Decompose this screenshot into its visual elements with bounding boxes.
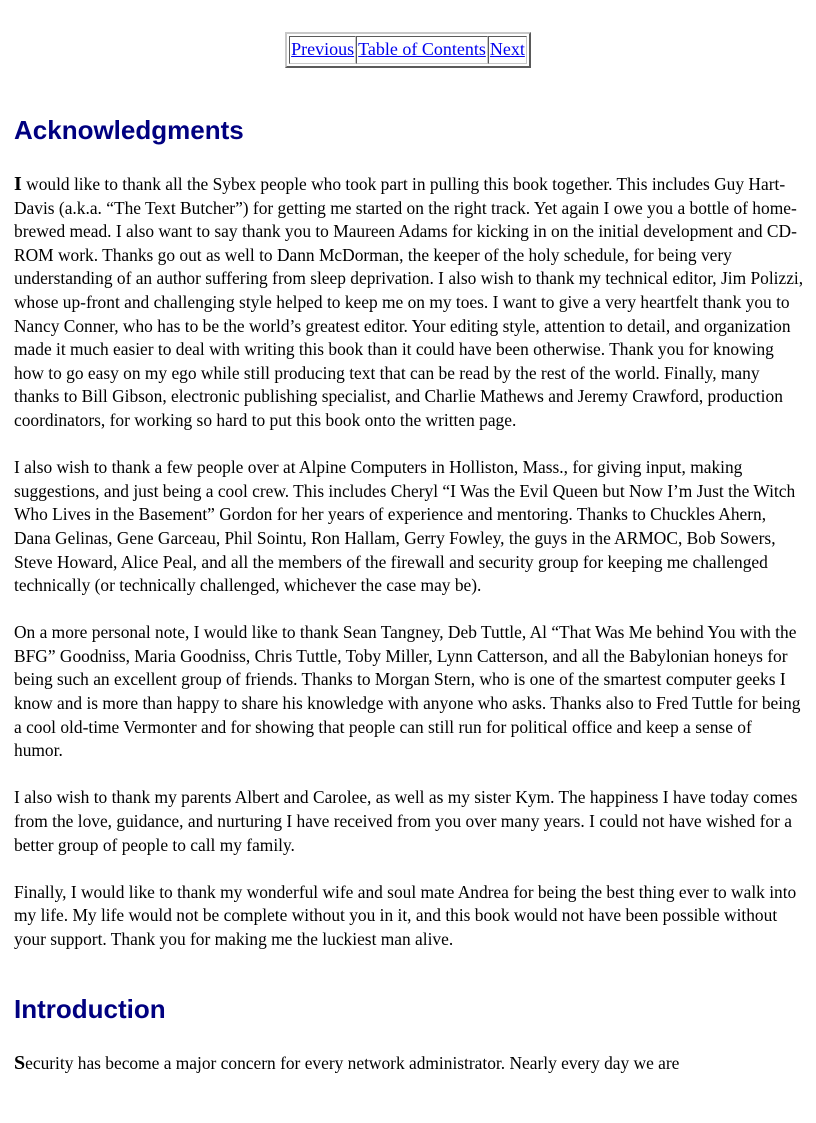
table-of-contents-link[interactable]: Table of Contents bbox=[358, 39, 486, 59]
paragraph-text: would like to thank all the Sybex people who took part in pulling this book together. This includes Guy Hart-Davis (a.k.a. “The Text Butcher”) for getting me started on the right track. Yet again I owe you a bottle of home-brewed mead. I also want to say thank you to Maureen Adams for kicking in on the initial development and CD-ROM work. Thanks go out as well to Dann McDorman, the keeper of the holy schedule, for being very understanding of an author suffering from sleep deprivation. I also wish to thank my technical editor, Jim Polizzi, whose up-front and challenging style helped to keep me on my toes. I want to give a very heartfelt thank you to Nancy Conner, who has to be the world’s greatest editor. Your editing style, attention to detail, and organization made it much easier to deal with writing this book than it could have been otherwise. Thank you for knowing how to go easy on my ego while still producing text that can be read by the rest of the world. Finally, many thanks to Bill Gibson, electronic publishing specialist, and Charlie Mathews and Jeremy Crawford, production coordinators, for working so hard to put this book onto the written page. bbox=[14, 174, 804, 430]
acknowledgments-paragraph-4: I also wish to thank my parents Albert and Carolee, as well as my sister Kym. The happiness I have today comes from the love, guidance, and nurturing I have received from you over many years. I could not have wished for a better group of people to call my family. bbox=[14, 787, 798, 855]
acknowledgments-body bbox=[14, 173, 804, 975]
nav-cell-previous bbox=[289, 36, 356, 64]
next-link[interactable]: Next bbox=[489, 39, 525, 59]
paragraph-text: ecurity has become a major concern for every network administrator. Nearly every day we are bbox=[25, 1053, 680, 1073]
acknowledgments-paragraph-3: On a more personal note, I would like to thank Sean Tangney, Deb Tuttle, Al “That Was Me behind You with the BFG” Goodniss, Maria Goodniss, Chris Tuttle, Toby Miller, Lynn Catterson, and all the Babylonian honeys for being such an excellent group of friends. Thanks to Morgan Stern, who is one of the smartest computer geeks I know and is more than happy to share his knowledge with anyone who asks. Thanks also to Fred Tuttle for being a cool old-time Vermonter and for showing that people can still run for political office and keep a sense of humor. bbox=[14, 622, 801, 761]
drop-initial: S bbox=[14, 1052, 26, 1074]
nav-cell-next bbox=[488, 36, 527, 64]
navigation-bar bbox=[0, 32, 816, 68]
previous-link[interactable]: Previous bbox=[291, 39, 355, 59]
acknowledgments-paragraph-2: I also wish to thank a few people over at Alpine Computers in Holliston, Mass., for giving input, making suggestions, and just being a cool crew. This includes Cheryl “I Was the Evil Queen but Now I’m Just the Witch Who Lives in the Basement” Gordon for her years of experience and mentoring. Thanks to Chuckles Ahern, Dana Gelinas, Gene Garceau, Phil Sointu, Ron Hallam, Gerry Fowley, the guys in the ARMOC, Bob Sowers, Steve Howard, Alice Peal, and all the members of the firewall and security group for keeping me challenged technically (or technically challenged, whichever the case may be). bbox=[14, 457, 796, 596]
acknowledgments-heading: Acknowledgments bbox=[14, 115, 244, 145]
drop-initial: I bbox=[14, 173, 22, 195]
navigation-table bbox=[285, 32, 531, 68]
acknowledgments-paragraph-1 bbox=[14, 173, 804, 433]
nav-cell-toc bbox=[356, 36, 488, 64]
acknowledgments-paragraph-5: Finally, I would like to thank my wonderful wife and soul mate Andrea for being the best thing ever to walk into my life. My life would not be complete without you in it, and this book would not have been possible without your support. Thank you for making me the luckiest man alive. bbox=[14, 881, 797, 949]
introduction-heading: Introduction bbox=[14, 994, 166, 1024]
introduction-body bbox=[14, 1052, 804, 1099]
introduction-paragraph-1 bbox=[14, 1052, 804, 1076]
